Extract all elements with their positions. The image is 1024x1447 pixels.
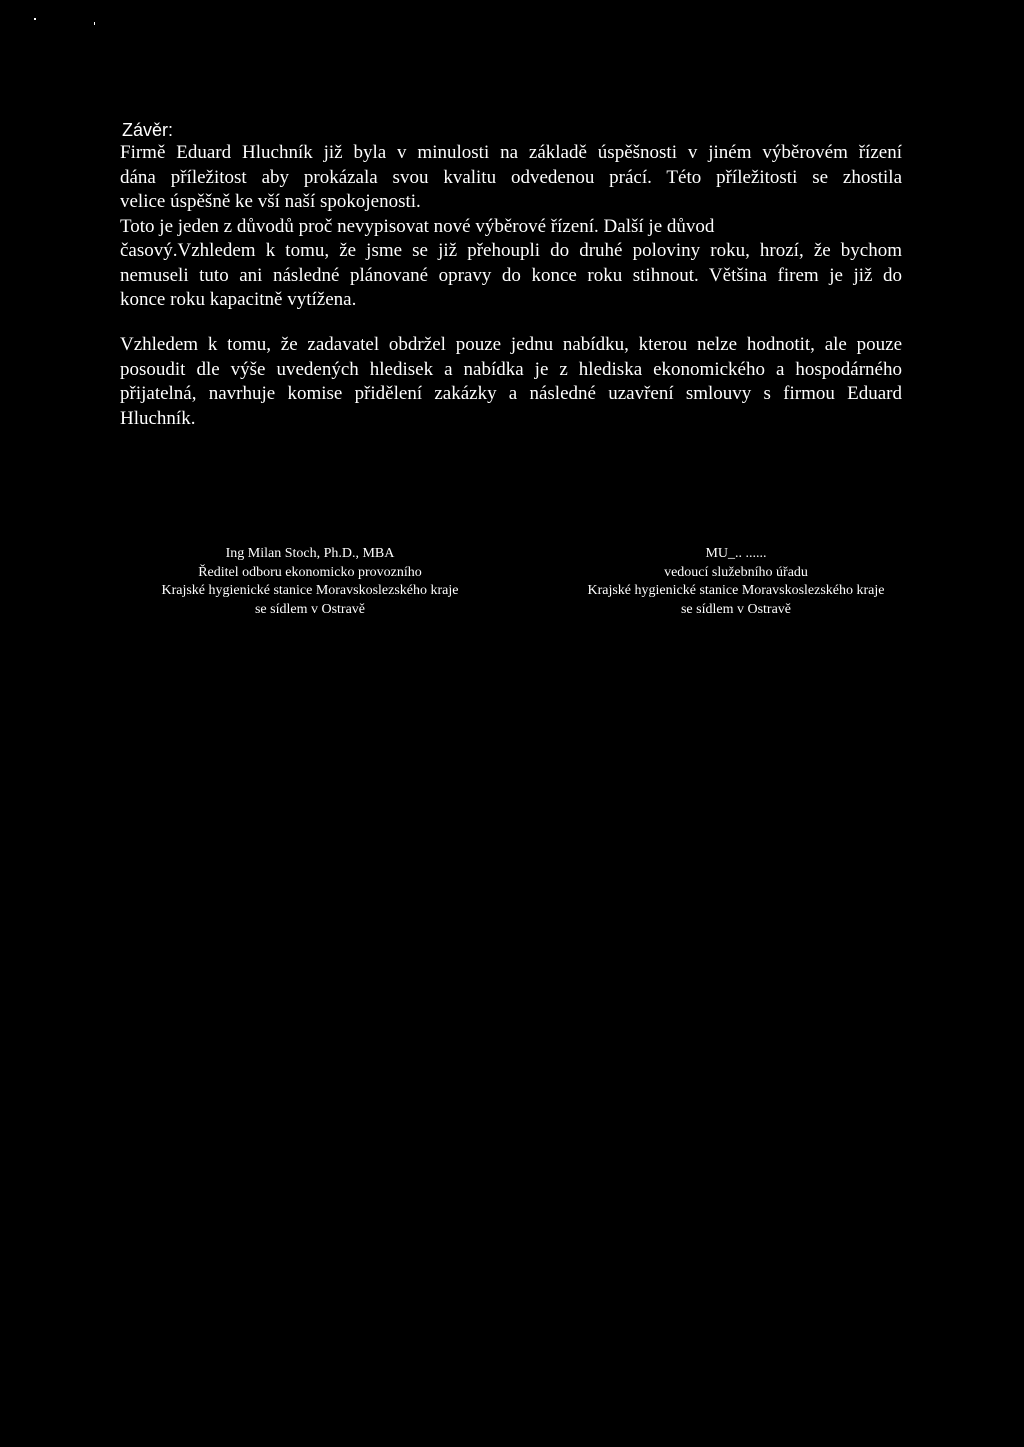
signatory-institution: Krajské hygienické stanice Moravskoslezského kraje [161,583,459,598]
section-heading: Závěr: [122,120,174,140]
signatory-seat: se sídlem v Ostravě [254,601,366,617]
text-line: přijatelná, navrhuje komise přidělení zakázky a následné uzavření smlouvy s firmou Eduard [120,383,902,404]
signatory-seat: se sídlem v Ostravě [680,601,792,617]
signatory-role: vedoucí služebního úřadu [664,564,808,580]
text-line: velice úspěšně ke vší naší spokojenosti. [120,191,421,212]
text-line: Firmě Eduard Hluchník již byla v minulosti na základě úspěšnosti v jiném výběrovém řízení [120,142,902,163]
scan-speck [94,22,95,25]
conclusion-paragraph [120,141,902,313]
text-line: nemuseli tuto ani následné plánované opravy do konce roku stihnout. Většina firem je již do [120,264,902,286]
signatory-name: MU_.. ...... [705,546,767,561]
text-line: konce roku kapacitně vytížena. [120,289,357,310]
scan-speck [34,18,36,20]
text-line: posoudit dle výše uvedených hledisek a nabídka je z hlediska ekonomického a hospodárného [120,358,902,380]
text-line: Hluchník. [120,407,196,429]
signatory-name: Ing Milan Stoch, Ph.D., MBA [225,546,395,561]
recommendation-paragraph [120,333,902,431]
text-line: dána příležitost aby prokázala svou kvalitu odvedenou prácí. Této příležitosti se zhostila [120,166,902,188]
text-line: časový.Vzhledem k tomu, že jsme se již přehoupli do druhé poloviny roku, hrozí, že bychom [120,240,902,261]
signatory-role: Ředitel odboru ekonomicko provozního [198,564,422,580]
signatory-institution: Krajské hygienické stanice Moravskoslezského kraje [587,583,885,598]
signature-block-right [551,545,921,619]
signature-block-left [125,545,495,619]
text-line: Vzhledem k tomu, že zadavatel obdržel pouze jednu nabídku, kterou nelze hodnotit, ale pouze [120,334,902,355]
text-line: Toto je jeden z důvodů proč nevypisovat nové výběrové řízení. Další je důvod [120,215,715,237]
